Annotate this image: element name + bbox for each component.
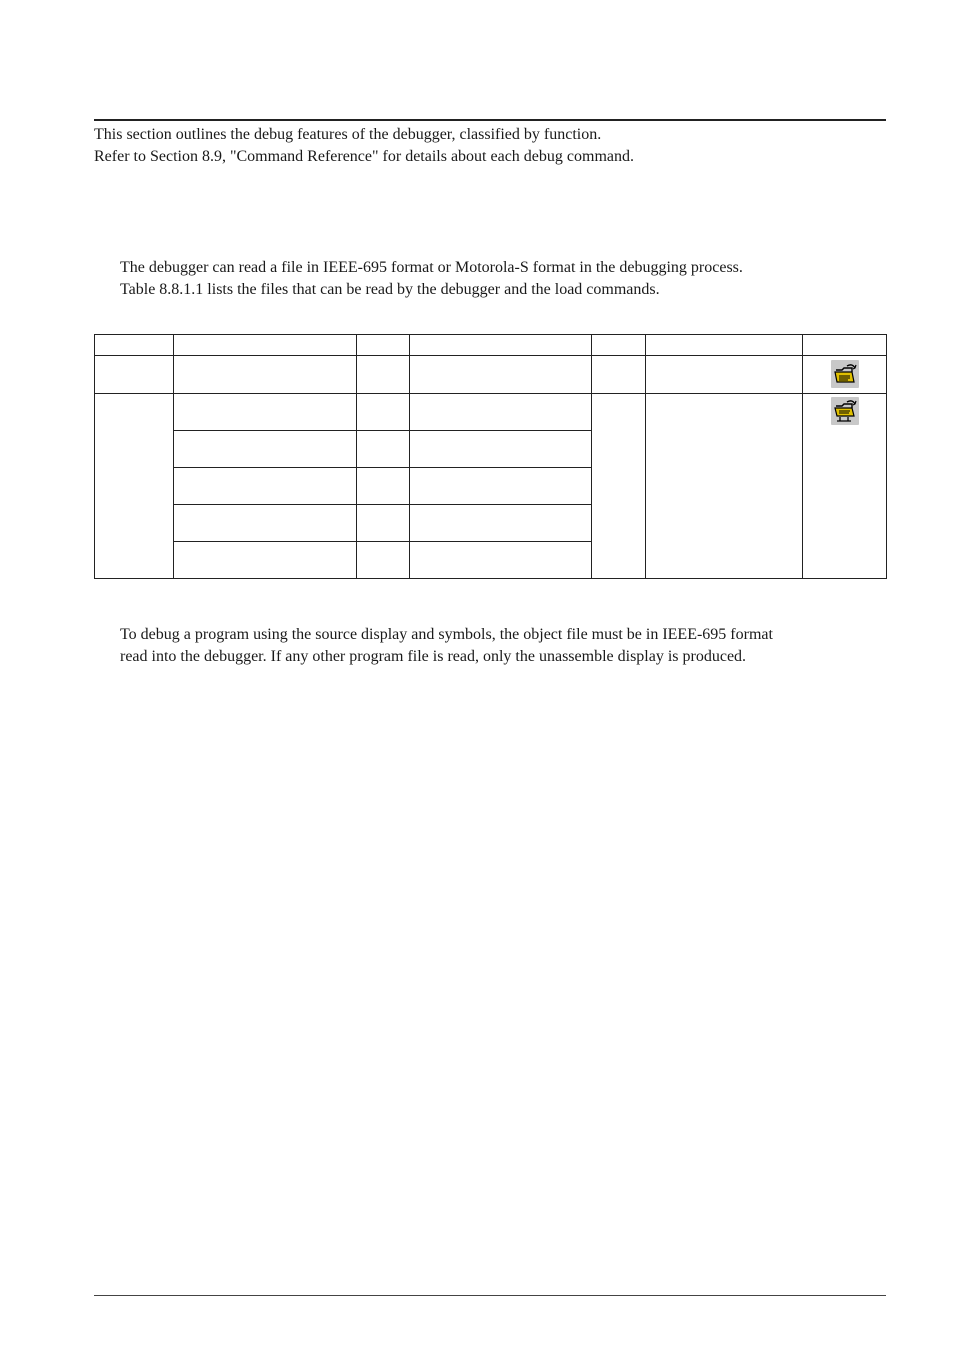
table-cell — [410, 505, 592, 542]
load-data-icon[interactable] — [831, 397, 859, 425]
table-cell — [95, 335, 174, 356]
table-cell — [174, 542, 357, 579]
table-cell — [357, 505, 410, 542]
table-cell — [410, 468, 592, 505]
intro-line-1: This section outlines the debug features of the debugger, classified by function. — [94, 126, 602, 143]
table-cell — [592, 335, 646, 356]
table-cell — [646, 356, 803, 394]
load-paragraph-line-1: The debugger can read a file in IEEE-695 format or Motorola-S format in the debugging process. — [120, 259, 743, 276]
header-rule — [94, 119, 886, 121]
table-icon-cell — [803, 394, 887, 579]
table-cell — [95, 394, 174, 579]
table-cell — [803, 335, 887, 356]
table-cell — [357, 335, 410, 356]
load-program-icon[interactable] — [831, 360, 859, 388]
table-cell — [410, 335, 592, 356]
table-cell — [357, 356, 410, 394]
table-cell — [174, 335, 357, 356]
source-display-line-1: To debug a program using the source display and symbols, the object file must be in IEEE-695 format — [120, 626, 773, 643]
table-icon-cell — [803, 356, 887, 394]
table-cell — [410, 542, 592, 579]
load-paragraph-line-2: Table 8.8.1.1 lists the files that can be read by the debugger and the load commands. — [120, 281, 660, 298]
intro-line-2: Refer to Section 8.9, "Command Reference" for details about each debug command. — [94, 148, 634, 165]
table-cell — [357, 542, 410, 579]
table-header-row — [95, 335, 887, 356]
table-cell — [592, 394, 646, 579]
table-cell — [174, 431, 357, 468]
table-cell — [410, 431, 592, 468]
footer-rule — [94, 1295, 886, 1296]
table-cell — [174, 356, 357, 394]
table-cell — [174, 505, 357, 542]
source-display-line-2: read into the debugger. If any other program file is read, only the unassemble display is produced. — [120, 648, 747, 665]
load-files-table — [94, 334, 887, 579]
table-row — [95, 394, 887, 431]
table-cell — [410, 394, 592, 431]
table-cell — [410, 356, 592, 394]
table-cell — [357, 468, 410, 505]
table-cell — [646, 335, 803, 356]
table-cell — [174, 468, 357, 505]
table-cell — [95, 356, 174, 394]
table-row — [95, 356, 887, 394]
table-cell — [592, 356, 646, 394]
table-cell — [357, 394, 410, 431]
table-cell — [174, 394, 357, 431]
table-cell — [357, 431, 410, 468]
table-cell — [646, 394, 803, 579]
